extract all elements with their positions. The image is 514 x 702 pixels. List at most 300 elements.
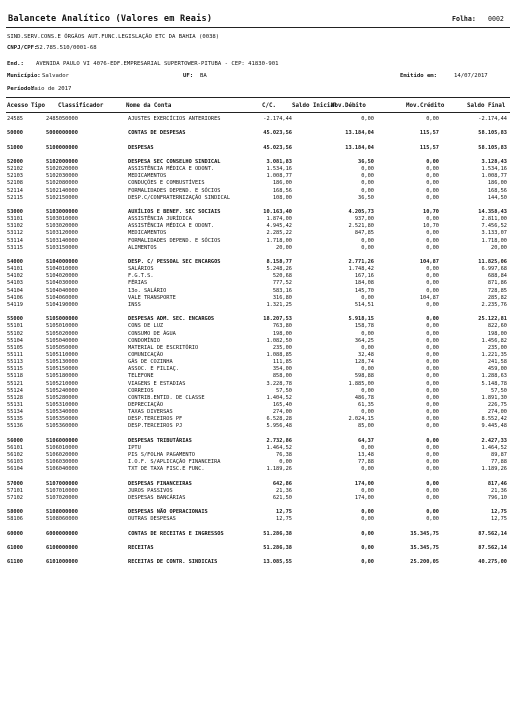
saldo-final-value: 235,00 [487,344,507,351]
ledger-row [0,459,514,466]
account-name: ASSISTÊNCIA JURÍDICA [128,216,192,223]
saldo-inicial-value: 21,36 [276,487,292,494]
classifier-code: 5106010000 [46,444,78,451]
mov-debito-value: 937,00 [354,216,374,223]
mov-debito-value: 0,00 [361,366,374,373]
ledger-row [0,495,514,502]
mov-debito-value: 2.024,15 [348,416,374,423]
saldo-final-value: 1.221,35 [481,351,507,358]
divider [6,27,510,28]
saldo-inicial-value: 1.321,25 [266,301,292,308]
mov-credito-value: 0,00 [426,244,439,251]
mov-credito-value: 0,00 [426,351,439,358]
classifier-code: 5102080000 [46,180,78,187]
mov-credito-value: 0,00 [426,280,439,287]
account-name: PIS S/FOLHA PAGAMENTO [128,452,195,459]
account-code: 55135 [7,416,23,423]
saldo-inicial-value: 111,85 [272,359,292,366]
account-name: OUTRAS DESPESAS [128,516,176,523]
account-code: 52103 [7,173,23,180]
account-name: AUXÍLIOS E BENEF. SEC SOCIAIS [128,208,221,215]
account-name: DESPESAS TRIBUTÁRIAS [128,437,192,444]
classifier-code: 5103120000 [46,230,78,237]
account-code: 52102 [7,166,23,173]
account-code: 55113 [7,359,23,366]
account-name: CONDUÇÕES E COMBUSTÍVEIS [128,180,205,187]
saldo-inicial-value: 45.023,56 [263,130,292,137]
periodo-label: Período: [7,86,34,92]
mov-debito-value: 13.184,04 [345,144,374,151]
ledger-row [0,159,514,166]
mov-debito-value: 13.184,04 [345,130,374,137]
mov-credito-value: 0,00 [426,380,439,387]
saldo-inicial-value: 777,52 [272,280,292,287]
saldo-final-value: 241,58 [487,359,507,366]
classifier-code: 5105280000 [46,394,78,401]
account-code: 58106 [7,516,23,523]
ledger-row [0,416,514,423]
row-spacer [0,309,514,316]
classifier-code: 5105050000 [46,344,78,351]
mov-credito-value: 0,00 [426,116,439,122]
account-name: VIAGENS E ESTADIAS [128,380,186,387]
saldo-inicial-value: 8.158,77 [266,259,292,265]
ledger-row [0,409,514,416]
saldo-final-value: 77,88 [491,459,507,466]
ledger-row [0,488,514,495]
account-name: RECEITAS [128,545,154,551]
mov-credito-value: 0,00 [426,409,439,416]
row-spacer [0,202,514,209]
account-name: SALÁRIOS [128,266,154,273]
account-code: 57000 [7,480,23,487]
classifier-code: 5104060000 [46,294,78,301]
account-code: 56103 [7,459,23,466]
ledger-row [0,316,514,323]
mov-credito-value: 0,00 [426,444,439,451]
account-code: 50000 [7,130,23,137]
saldo-inicial-value: 2.732,86 [266,437,292,444]
saldo-inicial-value: 12,75 [276,509,292,516]
saldo-inicial-value: 6.528,28 [266,416,292,423]
folha-label: Folha: [452,15,476,23]
ledger-row [0,331,514,338]
mov-debito-value: 4.205,73 [348,208,374,215]
mov-debito-value: 0,00 [361,487,374,494]
account-code: 57101 [7,487,23,494]
ledger-row [0,216,514,223]
classifier-code: 5102000000 [46,158,78,165]
mov-credito-value: 0,00 [426,359,439,366]
mov-credito-value: 0,00 [426,366,439,373]
saldo-inicial-value: 858,00 [272,373,292,380]
ledger-row [0,438,514,445]
account-name: DESPESAS ADM. SEC. ENCARGOS [128,316,215,323]
account-name: TXT DE TAXA FISC.E FUNC. [128,466,205,473]
classifier-code: 5105210000 [46,380,78,387]
mov-debito-value: 145,70 [354,287,374,294]
account-name: F.G.T.S. [128,273,154,280]
ledger-row [0,395,514,402]
saldo-final-value: 1.456,82 [481,337,507,344]
account-name: COMUNICAÇÃO [128,351,164,358]
ledger-row [0,116,514,123]
ledger-row [0,180,514,187]
classifier-code: 6100000000 [46,545,78,551]
account-name: ASSISTÊNCIA MÉDICA E ODONT. [128,166,215,173]
row-spacer [0,538,514,545]
saldo-final-value: 87.562,14 [478,530,507,537]
classifier-code: 5105150000 [46,366,78,373]
account-name: ALIMENTOS [128,244,157,251]
ledger-row [0,280,514,287]
account-code: 53101 [7,216,23,223]
classifier-code: 5104190000 [46,301,78,308]
mov-credito-value: 0,00 [426,373,439,380]
saldo-final-value: 6.997,68 [481,266,507,273]
classifier-code: 5106040000 [46,466,78,473]
saldo-final-value: 274,00 [487,409,507,416]
mov-debito-value: 5.918,15 [348,316,374,323]
account-code: 51000 [7,144,23,151]
saldo-final-value: 871,86 [487,280,507,287]
mov-debito-value: 0,00 [361,466,374,473]
mov-debito-value: 0,00 [361,516,374,523]
classifier-code: 5103150000 [46,244,78,251]
classifier-code: 5106020000 [46,452,78,459]
mov-debito-value: 486,78 [354,394,374,401]
account-name: DESP.TERCEIROS PF [128,416,183,423]
mov-credito-value: 35.345,75 [410,530,439,537]
mov-credito-value: 0,00 [426,344,439,351]
saldo-final-value: 1.288,63 [481,373,507,380]
saldo-final-value: 144,50 [487,194,507,201]
account-name: CONS DE LUZ [128,323,164,330]
account-name: DESP.TERCEIROS PJ [128,423,183,430]
account-code: 56000 [7,437,23,444]
account-code: 56104 [7,466,23,473]
classifier-code: 5105010000 [46,323,78,330]
account-code: 53115 [7,244,23,251]
mov-debito-value: 0,00 [361,187,374,194]
account-name: TAXAS DIVERSAS [128,409,173,416]
ledger-row [0,302,514,309]
mov-credito-value: 0,00 [426,301,439,308]
account-code: 61100 [7,559,23,566]
account-code: 57102 [7,494,23,501]
mov-credito-value: 0,00 [426,423,439,430]
account-code: 55101 [7,323,23,330]
mov-debito-value: 13,48 [358,452,374,459]
mov-credito-value: 0,00 [426,480,439,487]
mov-credito-value: 0,00 [426,316,439,323]
ledger-row [0,388,514,395]
saldo-inicial-value: 1.464,52 [266,444,292,451]
classifier-code: 2485050000 [46,116,78,122]
cnpj-value: 52.785.510/0001-68 [36,45,97,51]
account-name: CONTAS DE DESPESAS [128,130,186,137]
saldo-inicial-value: 354,00 [272,366,292,373]
saldo-final-value: 12,75 [491,516,507,523]
ledger-row [0,288,514,295]
folha-value: 0002 [488,15,504,23]
classifier-code: 5105360000 [46,423,78,430]
saldo-final-value: 5.148,78 [481,380,507,387]
mov-debito-value: 85,00 [358,423,374,430]
municipio-value: Salvador [42,73,69,79]
classifier-code: 5000000000 [46,130,78,137]
row-spacer [0,137,514,144]
saldo-inicial-value: 5.248,26 [266,266,292,273]
ledger-row [0,166,514,173]
classifier-code: 5105020000 [46,330,78,337]
endereco-label: End.: [7,61,24,67]
account-name: CORREIOS [128,387,154,394]
saldo-final-value: 2.235,76 [481,301,507,308]
mov-debito-value: 0,00 [361,244,374,251]
classifier-code: 5107010000 [46,487,78,494]
saldo-inicial-value: 186,00 [272,180,292,187]
classifier-code: 5102020000 [46,166,78,173]
ledger-row [0,273,514,280]
mov-debito-value: 167,16 [354,273,374,280]
saldo-final-value: 3.133,07 [481,230,507,237]
saldo-final-value: 1.718,00 [481,237,507,244]
emitido-label: Emitido em: [400,73,438,79]
ledger-row [0,230,514,237]
ledger-row [0,238,514,245]
mov-debito-value: 128,74 [354,359,374,366]
mov-credito-value: 10,70 [423,223,439,230]
mov-credito-value: 115,57 [419,130,439,137]
account-name: ASSISTÊNCIA MÉDICA E ODONT. [128,223,215,230]
mov-debito-value: 64,37 [358,437,374,444]
classifier-code: 5104010000 [46,266,78,273]
classifier-code: 5104040000 [46,287,78,294]
ledger-row [0,266,514,273]
classifier-code: 5103000000 [46,208,78,215]
classifier-code: 5108000000 [46,509,78,516]
account-name: FÉRIAS [128,280,148,287]
saldo-final-value: 20,00 [491,244,507,251]
saldo-final-value: 9.445,48 [481,423,507,430]
ledger-row [0,516,514,523]
account-code: 61000 [7,545,23,551]
saldo-inicial-value: 76,38 [276,452,292,459]
account-code: 56101 [7,444,23,451]
ledger-row [0,295,514,302]
mov-debito-value: 2.771,26 [348,259,374,265]
account-code: 24585 [7,116,23,122]
ledger-row [0,366,514,373]
saldo-final-value: 186,00 [487,180,507,187]
account-name: MATERIAL DE ESCRITÓRIO [128,344,199,351]
uf-value: BA [200,73,207,79]
saldo-final-value: 57,50 [491,387,507,394]
saldo-inicial-value: 1.874,00 [266,216,292,223]
mov-credito-value: 0,00 [426,237,439,244]
mov-credito-value: 0,00 [426,337,439,344]
mov-debito-value: 0,00 [361,559,374,566]
saldo-final-value: 1.189,26 [481,466,507,473]
saldo-inicial-value: 168,56 [272,187,292,194]
mov-credito-value: 0,00 [426,230,439,237]
account-code: 55118 [7,373,23,380]
saldo-inicial-value: 51.286,38 [263,545,292,551]
mov-credito-value: 0,00 [426,402,439,408]
col-acesso: Acesso [7,103,28,109]
saldo-final-value: 58.105,83 [478,130,507,137]
classifier-code: 5105350000 [46,416,78,423]
account-name: FORMALIDADES DEPEND. E SÓCIOS [128,187,221,194]
ledger-row [0,173,514,180]
account-code: 53112 [7,230,23,237]
mov-credito-value: 0,00 [426,273,439,280]
account-code: 60000 [7,530,23,537]
col-mov-debito: Mov.Débito [331,103,366,109]
saldo-inicial-value: 5.956,48 [266,423,292,430]
mov-credito-value: 0,00 [426,394,439,401]
ledger-row [0,466,514,473]
mov-credito-value: 0,00 [426,466,439,473]
classifier-code: 5107000000 [46,480,78,487]
saldo-final-value: 58.105,83 [478,144,507,151]
classifier-code: 5102150000 [46,194,78,201]
ledger-row [0,323,514,330]
col-saldo-final: Saldo Final [467,103,506,109]
account-code: 54106 [7,294,23,301]
account-name: TELEFONE [128,373,154,380]
mov-debito-value: 36,50 [358,158,374,165]
mov-debito-value: 174,00 [354,480,374,487]
saldo-inicial-value: 1.534,16 [266,166,292,173]
classifier-code: 5105110000 [46,351,78,358]
account-name: ASSOC. E FILIAÇ. [128,366,180,373]
mov-credito-value: 0,00 [426,487,439,494]
classifier-code: 5104030000 [46,280,78,287]
saldo-inicial-value: 3.228,78 [266,380,292,387]
account-name: RECEITAS DE CONTR. SINDICAIS [128,559,218,566]
saldo-inicial-value: -2.174,44 [263,116,292,122]
classifier-code: 5105040000 [46,337,78,344]
mov-debito-value: 0,00 [361,294,374,301]
saldo-inicial-value: 316,80 [272,294,292,301]
mov-debito-value: 77,88 [358,459,374,466]
account-code: 54101 [7,266,23,273]
mov-credito-value: 0,00 [426,437,439,444]
mov-credito-value: 0,00 [426,323,439,330]
mov-debito-value: 0,00 [361,180,374,187]
saldo-inicial-value: 0,00 [279,459,292,466]
mov-debito-value: 0,00 [361,173,374,180]
account-code: 58000 [7,509,23,516]
account-code: 54119 [7,301,23,308]
account-name: MEDICAMENTOS [128,230,167,237]
row-spacer [0,552,514,559]
account-name: I.O.F. S/APLICAÇÃO FINANCEIRA [128,459,221,466]
classifier-code: 5102140000 [46,187,78,194]
classifier-code: 5105180000 [46,373,78,380]
saldo-final-value: 817,46 [487,480,507,487]
ledger-row [0,381,514,388]
saldo-inicial-value: 763,80 [272,323,292,330]
ledger-row [0,345,514,352]
mov-debito-value: 514,51 [354,301,374,308]
mov-credito-value: 115,57 [419,144,439,151]
ledger-row [0,445,514,452]
saldo-inicial-value: 583,16 [272,287,292,294]
account-code: 54000 [7,259,23,265]
classifier-code: 5105130000 [46,359,78,366]
ledger-row [0,188,514,195]
endereco-value: AVENIDA PAULO VI 4076-EDF.EMPRESARIAL SUPERTOWER-PITUBA - CEP: 41830-901 [36,61,279,67]
saldo-final-value: 688,84 [487,273,507,280]
saldo-final-value: 168,56 [487,187,507,194]
saldo-inicial-value: 642,86 [272,480,292,487]
ledger-row [0,423,514,430]
col-mov-credito: Mov.Crédito [406,103,445,109]
classifier-code: 5103010000 [46,216,78,223]
mov-debito-value: 1.748,42 [348,266,374,273]
classifier-code: 5103140000 [46,237,78,244]
classifier-code: 5106000000 [46,437,78,444]
account-code: 55105 [7,344,23,351]
saldo-final-value: 226,75 [487,402,507,408]
account-code: 55115 [7,366,23,373]
ledger-row [0,509,514,516]
account-name: DESP. C/ PESSOAL SEC ENCARGOS [128,259,221,265]
mov-credito-value: 10,70 [423,208,439,215]
saldo-final-value: 728,85 [487,287,507,294]
row-spacer [0,252,514,259]
account-code: 55111 [7,351,23,358]
saldo-inicial-value: 520,68 [272,273,292,280]
classifier-code: 5106030000 [46,459,78,466]
account-code: 55121 [7,380,23,387]
saldo-inicial-value: 1.718,00 [266,237,292,244]
account-code: 53114 [7,237,23,244]
ledger-row [0,245,514,252]
saldo-inicial-value: 57,50 [276,387,292,394]
entity-name: SIND.SERV.CONS.E ÓRGÃOS AUT.FUNC.LEGISLAÇÃO ETC DA BAHIA (0038) [7,34,220,40]
saldo-inicial-value: 108,00 [272,194,292,201]
saldo-inicial-value: 1.189,26 [266,466,292,473]
mov-debito-value: 174,00 [354,494,374,501]
classifier-code: 5102030000 [46,173,78,180]
emitido-value: 14/07/2017 [454,73,488,79]
mov-debito-value: 364,25 [354,337,374,344]
mov-debito-value: 0,00 [361,166,374,173]
saldo-final-value: 11.825,06 [478,259,507,265]
account-code: 54102 [7,273,23,280]
mov-credito-value: 104,87 [419,294,439,301]
saldo-inicial-value: 274,00 [272,409,292,416]
mov-credito-value: 0,00 [426,216,439,223]
saldo-inicial-value: 10.163,40 [263,208,292,215]
account-name: CONTRIB.ENTID. DE CLASSE [128,394,205,401]
saldo-final-value: 8.552,42 [481,416,507,423]
saldo-final-value: 3.128,43 [481,158,507,165]
saldo-final-value: 12,75 [491,509,507,516]
saldo-final-value: 87.562,14 [478,545,507,551]
account-code: 55104 [7,337,23,344]
ledger-row [0,209,514,216]
col-nome: Nome da Conta [126,103,172,109]
saldo-inicial-value: 20,00 [276,244,292,251]
saldo-final-value: 285,82 [487,294,507,301]
saldo-final-value: 25.122,81 [478,316,507,323]
col-saldo-inicial: Saldo Inicial [292,103,338,109]
